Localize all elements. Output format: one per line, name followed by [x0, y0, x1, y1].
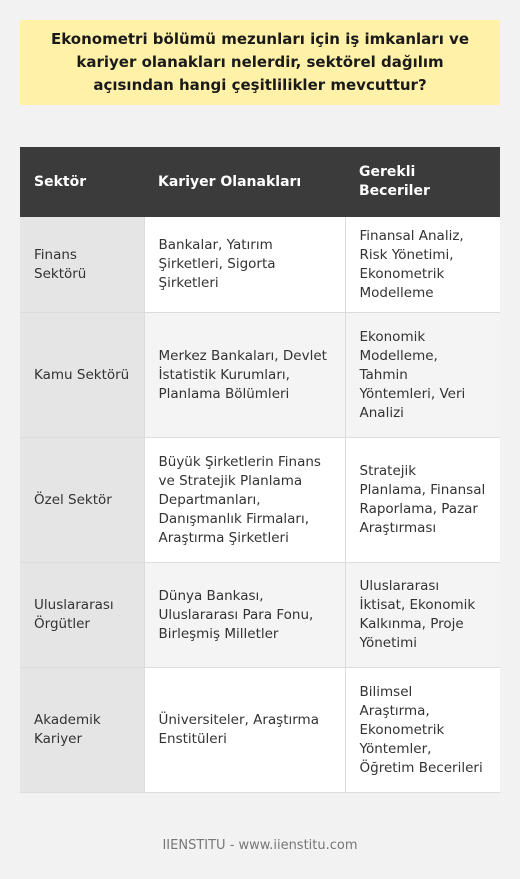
- table-row: [20, 438, 500, 563]
- table-row: [20, 563, 500, 668]
- header-skills: Gerekli Beceriler: [345, 147, 500, 217]
- sector-cell: Akademik Kariyer: [20, 668, 144, 793]
- header-careers: Kariyer Olanakları: [144, 147, 345, 217]
- question-title: Ekonometri bölümü mezunları için iş imkanları ve kariyer olanakları nelerdir, sektörel dağılım açısından hangi çeşitlilikler mevcuttur?: [50, 30, 470, 94]
- sector-cell: Uluslararası Örgütler: [20, 563, 144, 668]
- table-row: [20, 313, 500, 438]
- sector-cell: Kamu Sektörü: [20, 313, 144, 438]
- skills-cell: Finansal Analiz, Risk Yönetimi, Ekonometrik Modelleme: [345, 217, 500, 313]
- careers-cell: Üniversiteler, Araştırma Enstitüleri: [144, 668, 345, 793]
- skills-cell: Ekonomik Modelleme, Tahmin Yöntemleri, Veri Analizi: [345, 313, 500, 438]
- careers-cell: Merkez Bankaları, Devlet İstatistik Kurumları, Planlama Bölümleri: [144, 313, 345, 438]
- career-table: [20, 147, 500, 793]
- table-row: [20, 668, 500, 793]
- skills-cell: Uluslararası İktisat, Ekonomik Kalkınma, Proje Yönetimi: [345, 563, 500, 668]
- careers-cell: Dünya Bankası, Uluslararası Para Fonu, Birleşmiş Milletler: [144, 563, 345, 668]
- skills-cell: Bilimsel Araştırma, Ekonometrik Yöntemler, Öğretim Becerileri: [345, 668, 500, 793]
- sector-cell: Finans Sektörü: [20, 217, 144, 313]
- table-row: [20, 217, 500, 313]
- question-box: [20, 20, 500, 105]
- header-sector: Sektör: [20, 147, 144, 217]
- careers-cell: Büyük Şirketlerin Finans ve Stratejik Planlama Departmanları, Danışmanlık Firmaları, Araştırma Şirketleri: [144, 438, 345, 563]
- skills-cell: Stratejik Planlama, Finansal Raporlama, Pazar Araştırması: [345, 438, 500, 563]
- table-header-row: [20, 147, 500, 217]
- careers-cell: Bankalar, Yatırım Şirketleri, Sigorta Şirketleri: [144, 217, 345, 313]
- sector-cell: Özel Sektör: [20, 438, 144, 563]
- footer-watermark: IIENSTITU - www.iienstitu.com: [162, 838, 358, 853]
